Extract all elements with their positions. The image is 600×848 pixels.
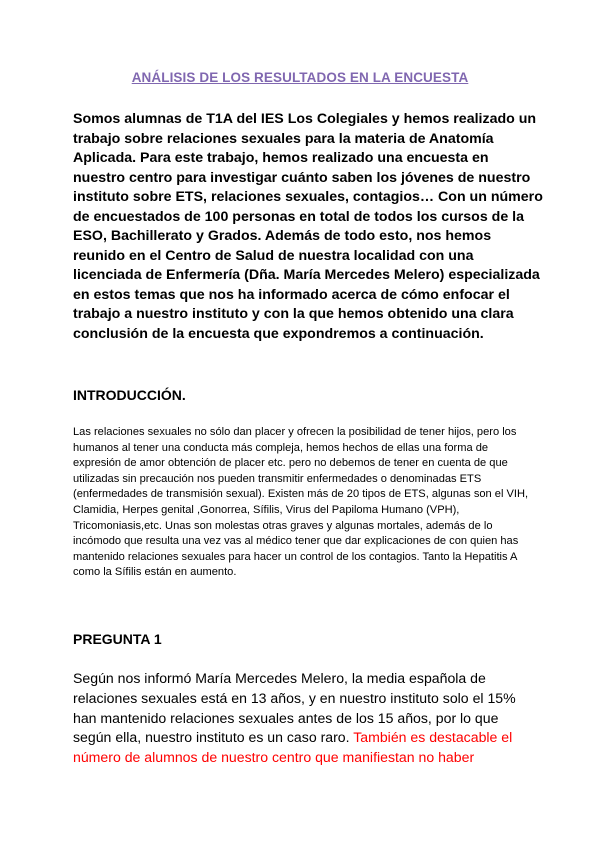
- question1-highlight-text: También es destacable el número de alumnos de nuestro centro que manifiestan no haber: [73, 729, 513, 766]
- question1-heading: PREGUNTA 1: [73, 631, 162, 647]
- introduction-text: Las relaciones sexuales no sólo dan placer y ofrecen la posibilidad de tener hijos, pero los humanos al tener una conducta más compleja, hemos hechos de ellas una forma de expresión de amor obtención de placer etc. pero no debemos de tener en cuenta de que utilizadas sin precaución nos pueden transmitir enfermedades o denominadas ETS (enfermedades de transmisión sexual). Existen más de 20 tipos de ETS, algunas son el VIH, Clamidia, Herpes genital ,Gonorrea, Sífilis, Virus del Papiloma Humano (VPH), Tricomoniasis,etc. Unas son molestas otras graves y algunas mortales, además de lo incómodo que resulta una vez vas al médico tener que dar explicaciones de con quien has mantenido relaciones sexuales para hacer un control de los contagios. Tanto la Hepatitis A como la Sífilis están en aumento.: [73, 426, 529, 579]
- introduction-heading: INTRODUCCIÓN.: [73, 387, 186, 403]
- intro-paragraph: Somos alumnas de T1A del IES Los Colegiales y hemos realizado un trabajo sobre relaciones sexuales para la materia de Anatomía Aplicada. Para este trabajo, hemos realizado una encuesta en nuestro centro para investigar cuánto saben los jóvenes de nuestro instituto sobre ETS, relaciones sexuales, contagios… Con un número de encuestados de 100 personas en total de todos los cursos de la ESO, Bachillerato y Grados. Además de todo esto, nos hemos reunido en el Centro de Salud de nuestra localidad con una licenciada de Enfermería (Dña. María Mercedes Melero) especializada en estos temas que nos ha informado acerca de cómo enfocar el trabajo a nuestro instituto y con la que hemos obtenido una clara conclusión de la encuesta que expondremos a continuación.: [73, 111, 543, 342]
- question1-text: Según nos informó María Mercedes Melero, la media española de relaciones sexuales está en 13 años, y en nuestro instituto solo el 15% han mantenido relaciones sexuales antes de los 15 años, por lo que según ella, nuestro instituto es un caso raro.: [73, 670, 516, 746]
- document-title: ANÁLISIS DE LOS RESULTADOS EN LA ENCUESTA: [131, 70, 469, 85]
- question1-paragraph: [73, 669, 533, 768]
